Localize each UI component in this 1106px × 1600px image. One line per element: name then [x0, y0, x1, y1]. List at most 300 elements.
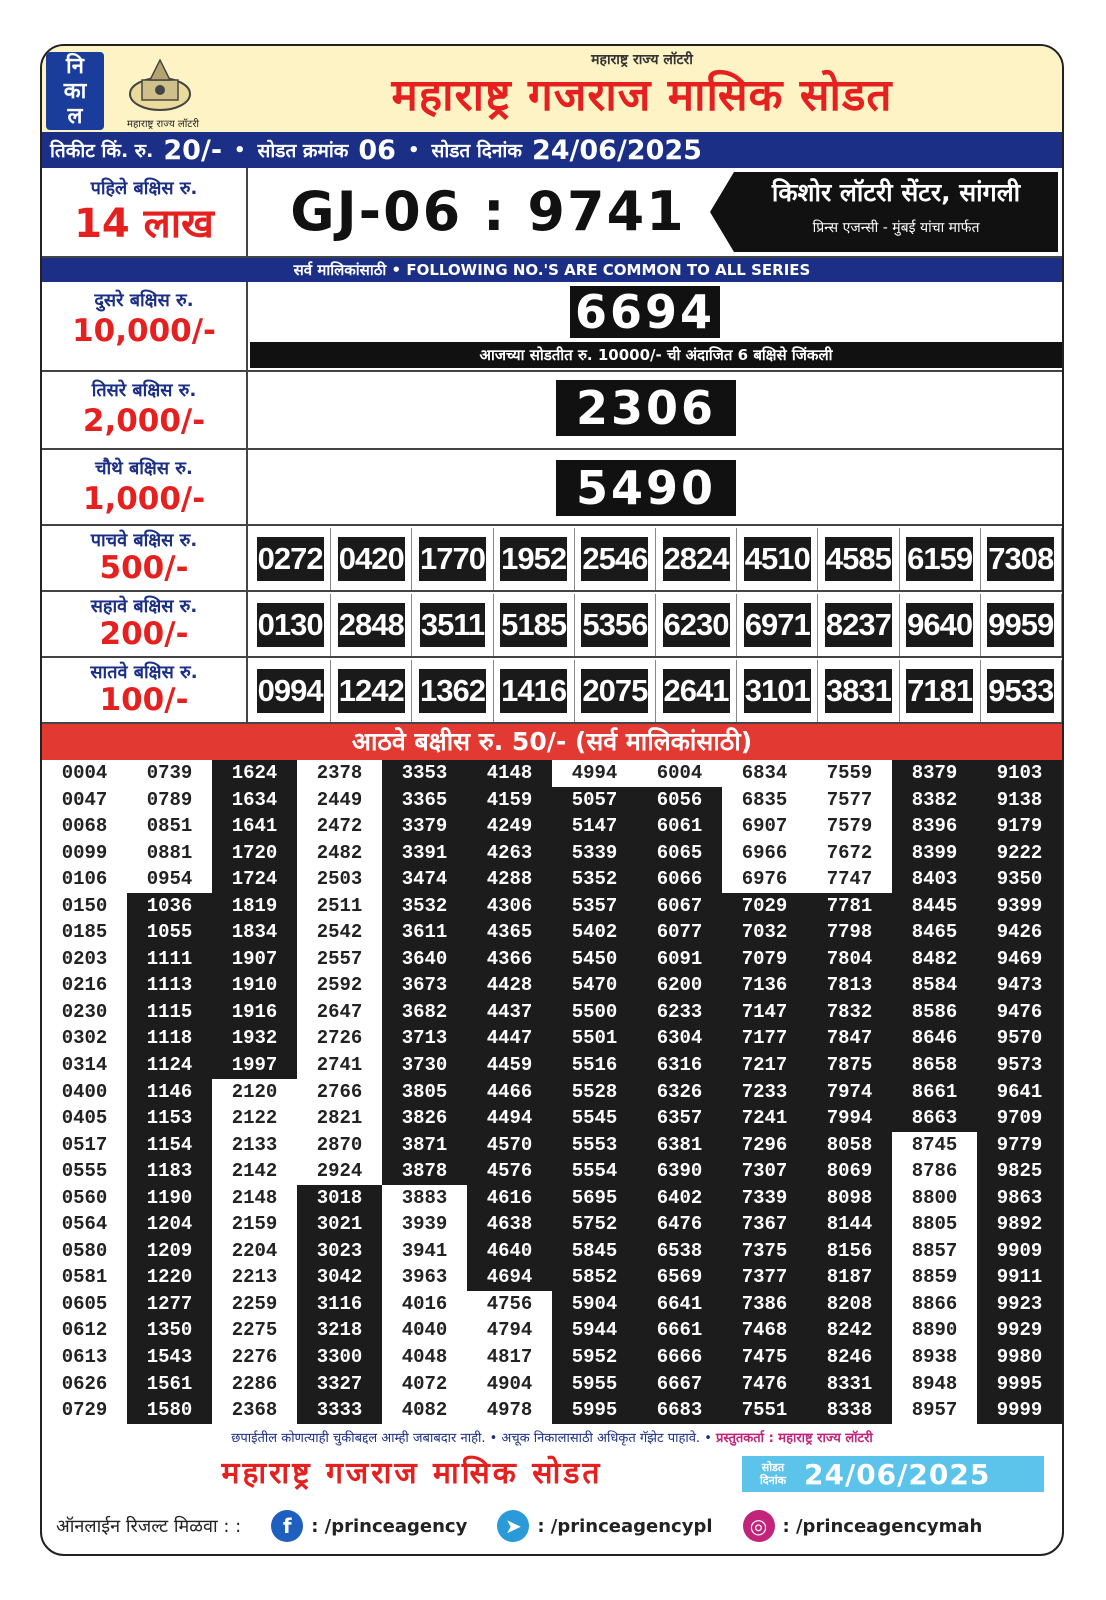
sixth-prize-label: सहावे बक्षिस रु. [90, 596, 198, 617]
prize-number-cell [656, 660, 737, 722]
prize-number: 4585 [825, 537, 892, 581]
seventh-prize-amount: 100/- [99, 682, 189, 718]
eighth-prize-grid [42, 760, 1062, 1424]
prize-number-cell [656, 528, 737, 590]
eighth-prize-number: 8957 [892, 1397, 977, 1424]
eighth-prize-number: 8890 [892, 1317, 977, 1344]
eighth-prize-number: 7147 [722, 999, 807, 1026]
eighth-prize-number: 6357 [637, 1105, 722, 1132]
eighth-prize-number: 4072 [382, 1371, 467, 1398]
common-series-bar: सर्व मालिकांसाठी • FOLLOWING NO.'S ARE COMMON TO ALL SERIES [42, 258, 1062, 282]
eighth-prize-column [127, 760, 212, 1424]
prize-number: 1242 [338, 669, 405, 713]
eighth-prize-number: 5845 [552, 1238, 637, 1265]
eighth-prize-number: 9473 [977, 972, 1062, 999]
nikal-badge [46, 52, 104, 130]
eighth-prize-number: 0216 [42, 972, 127, 999]
disclaimer-text: छपाईतील कोणत्याही चुकीबद्दल आम्ही जबाबदार नाही. • अचूक निकालासाठी अधिकृत गॅझेट पाहावे. • [231, 1431, 712, 1446]
eighth-prize-number: 5352 [552, 866, 637, 893]
eighth-prize-number: 0612 [42, 1317, 127, 1344]
first-prize-label: पहिले बक्षिस रु. [90, 178, 198, 199]
eighth-prize-number: 0626 [42, 1371, 127, 1398]
eighth-prize-number: 3939 [382, 1211, 467, 1238]
eighth-prize-number: 8403 [892, 866, 977, 893]
draw-date-label: सोडत दिनांक [431, 140, 522, 162]
eighth-prize-number: 6667 [637, 1371, 722, 1398]
eighth-prize-number: 8246 [807, 1344, 892, 1371]
second-prize-label: दुसरे बक्षिस रु. [94, 290, 194, 311]
eighth-prize-number: 4904 [467, 1371, 552, 1398]
eighth-prize-number: 7233 [722, 1079, 807, 1106]
eighth-prize-number: 5147 [552, 813, 637, 840]
eighth-prize-number: 8399 [892, 840, 977, 867]
header-title: महाराष्ट्र गजराज मासिक सोडत [391, 70, 893, 121]
eighth-prize-number: 1277 [127, 1291, 212, 1318]
eighth-prize-number: 4082 [382, 1397, 467, 1424]
eighth-prize-number: 2542 [297, 919, 382, 946]
telegram-link[interactable] [497, 1510, 712, 1542]
eighth-prize-number: 1724 [212, 866, 297, 893]
prize-number: 9533 [987, 669, 1054, 713]
third-prize-label: तिसरे बक्षिस रु. [91, 380, 197, 401]
eighth-prize-number: 8658 [892, 1052, 977, 1079]
eighth-prize-number: 1932 [212, 1025, 297, 1052]
eighth-prize-number: 5995 [552, 1397, 637, 1424]
prize-number: 9640 [906, 603, 973, 647]
eighth-prize-number: 1910 [212, 972, 297, 999]
eighth-prize-number: 1624 [212, 760, 297, 787]
agent-box-notch [710, 172, 734, 252]
first-prize-amount: 14 लाख [74, 201, 214, 247]
eighth-prize-number: 8857 [892, 1238, 977, 1265]
eighth-prize-number: 1036 [127, 893, 212, 920]
prize-number: 2546 [581, 537, 648, 581]
eighth-prize-number: 8745 [892, 1132, 977, 1159]
prize-number-cell [981, 528, 1062, 590]
eighth-prize-number: 0881 [127, 840, 212, 867]
eighth-prize-number: 0203 [42, 946, 127, 973]
agent-box [734, 172, 1058, 252]
eighth-prize-number: 2472 [297, 813, 382, 840]
eighth-prize-number: 8938 [892, 1344, 977, 1371]
eighth-prize-number: 6835 [722, 787, 807, 814]
eighth-prize-number: 7672 [807, 840, 892, 867]
sixth-prize-amount: 200/- [99, 616, 189, 652]
eighth-prize-number: 8482 [892, 946, 977, 973]
eighth-prize-number: 3218 [297, 1317, 382, 1344]
eighth-prize-number: 9426 [977, 919, 1062, 946]
second-prize-number: 6694 [570, 286, 720, 338]
facebook-link[interactable] [271, 1510, 467, 1542]
prize-number: 3831 [825, 669, 892, 713]
eighth-prize-number: 1997 [212, 1052, 297, 1079]
eighth-prize-number: 9138 [977, 787, 1062, 814]
eighth-prize-number: 2122 [212, 1105, 297, 1132]
fifth-prize-label-cell [42, 526, 248, 590]
prize-number-cell [575, 660, 656, 722]
eighth-prize-number: 8586 [892, 999, 977, 1026]
first-prize-row [42, 168, 1062, 258]
eighth-prize-number: 7781 [807, 893, 892, 920]
eighth-prize-number: 9573 [977, 1052, 1062, 1079]
eighth-prize-number: 7468 [722, 1317, 807, 1344]
seventh-prize-numbers [250, 660, 1062, 722]
eighth-prize-number: 6641 [637, 1291, 722, 1318]
third-prize-row [42, 372, 1062, 450]
eighth-prize-number: 2557 [297, 946, 382, 973]
eighth-prize-number: 2741 [297, 1052, 382, 1079]
eighth-prize-number: 0581 [42, 1264, 127, 1291]
eighth-prize-number: 8058 [807, 1132, 892, 1159]
eighth-prize-number: 4466 [467, 1079, 552, 1106]
sixth-prize-label-cell [42, 592, 248, 656]
lottery-result-sheet [40, 44, 1064, 1556]
eighth-prize-number: 0068 [42, 813, 127, 840]
second-prize-row [42, 282, 1062, 372]
eighth-prize-number: 4817 [467, 1344, 552, 1371]
prize-number-cell [900, 528, 981, 590]
eighth-prize-number: 0230 [42, 999, 127, 1026]
eighth-prize-number: 8331 [807, 1371, 892, 1398]
eighth-prize-column [637, 760, 722, 1424]
footer-date: 24/06/2025 [804, 1457, 991, 1491]
facebook-handle: : /princeagency [311, 1515, 468, 1537]
eighth-prize-number: 0729 [42, 1397, 127, 1424]
eighth-prize-number: 6077 [637, 919, 722, 946]
eighth-prize-number: 2286 [212, 1371, 297, 1398]
facebook-icon: f [271, 1510, 303, 1542]
prize-number: 9959 [987, 603, 1054, 647]
eighth-prize-number: 8661 [892, 1079, 977, 1106]
eighth-prize-number: 6538 [637, 1238, 722, 1265]
eighth-prize-number: 0314 [42, 1052, 127, 1079]
ticket-price-label: तिकीट किं. रु. [50, 140, 154, 162]
eighth-prize-column [722, 760, 807, 1424]
eighth-prize-number: 5955 [552, 1371, 637, 1398]
eighth-prize-number: 0564 [42, 1211, 127, 1238]
eighth-prize-number: 9999 [977, 1397, 1062, 1424]
eighth-prize-number: 9641 [977, 1079, 1062, 1106]
eighth-prize-number: 9350 [977, 866, 1062, 893]
prize-number: 8237 [825, 603, 892, 647]
eighth-prize-number: 9179 [977, 813, 1062, 840]
eighth-prize-number: 7747 [807, 866, 892, 893]
eighth-prize-number: 8584 [892, 972, 977, 999]
eighth-prize-number: 2120 [212, 1079, 297, 1106]
eighth-prize-number: 8069 [807, 1158, 892, 1185]
eighth-prize-number: 7339 [722, 1185, 807, 1212]
eighth-prize-number: 4756 [467, 1291, 552, 1318]
eighth-prize-number: 1834 [212, 919, 297, 946]
eighth-prize-number: 4616 [467, 1185, 552, 1212]
eighth-prize-number: 6966 [722, 840, 807, 867]
eighth-prize-number: 0106 [42, 866, 127, 893]
prize-number-cell [412, 594, 493, 656]
eighth-prize-number: 7241 [722, 1105, 807, 1132]
eighth-prize-number: 7875 [807, 1052, 892, 1079]
prize-number: 6159 [906, 537, 973, 581]
eighth-prize-number: 1118 [127, 1025, 212, 1052]
fourth-prize-label: चौथे बक्षिस रु. [95, 458, 193, 479]
eighth-prize-number: 5470 [552, 972, 637, 999]
eighth-prize-number: 9909 [977, 1238, 1062, 1265]
prize-number: 4510 [744, 537, 811, 581]
eighth-prize-number: 0400 [42, 1079, 127, 1106]
eighth-prize-number: 3353 [382, 760, 467, 787]
eighth-prize-number: 4978 [467, 1397, 552, 1424]
eighth-prize-number: 6056 [637, 787, 722, 814]
eighth-prize-number: 3116 [297, 1291, 382, 1318]
separator-dot: • [407, 139, 420, 161]
eighth-prize-number: 2368 [212, 1397, 297, 1424]
eighth-prize-number: 2142 [212, 1158, 297, 1185]
prize-number: 7181 [906, 669, 973, 713]
eighth-prize-number: 4994 [552, 760, 637, 787]
eighth-prize-number: 6907 [722, 813, 807, 840]
eighth-prize-number: 8156 [807, 1238, 892, 1265]
eighth-prize-number: 7994 [807, 1105, 892, 1132]
eighth-prize-number: 9103 [977, 760, 1062, 787]
eighth-prize-number: 0739 [127, 760, 212, 787]
eighth-prize-number: 1543 [127, 1344, 212, 1371]
eighth-prize-number: 9469 [977, 946, 1062, 973]
prize-number: 2848 [338, 603, 405, 647]
eighth-prize-number: 5904 [552, 1291, 637, 1318]
fifth-prize-amount: 500/- [99, 550, 189, 586]
eighth-prize-number: 7551 [722, 1397, 807, 1424]
eighth-prize-number: 7577 [807, 787, 892, 814]
eighth-prize-number: 4494 [467, 1105, 552, 1132]
social-links [42, 1494, 1062, 1556]
first-prize-number: GJ-06 : 9741 [290, 180, 686, 243]
lottery-emblem-icon [120, 54, 200, 116]
eighth-prize-number: 0047 [42, 787, 127, 814]
eighth-prize-number: 7375 [722, 1238, 807, 1265]
eighth-prize-column [892, 760, 977, 1424]
eighth-prize-number: 6233 [637, 999, 722, 1026]
prize-number-cell [250, 660, 331, 722]
second-prize-label-cell [42, 282, 248, 370]
eighth-prize-number: 1720 [212, 840, 297, 867]
eighth-prize-number: 6326 [637, 1079, 722, 1106]
eighth-prize-number: 3682 [382, 999, 467, 1026]
eighth-prize-number: 9222 [977, 840, 1062, 867]
eighth-prize-number: 3018 [297, 1185, 382, 1212]
eighth-prize-number: 6067 [637, 893, 722, 920]
agent-name: किशोर लॉटरी सेंटर, सांगली [771, 178, 1021, 207]
eighth-prize-number: 7579 [807, 813, 892, 840]
third-prize-label-cell [42, 372, 248, 448]
eighth-prize-number: 2592 [297, 972, 382, 999]
eighth-prize-number: 5501 [552, 1025, 637, 1052]
eighth-prize-number: 4365 [467, 919, 552, 946]
fifth-prize-row [42, 526, 1062, 592]
eighth-prize-number: 1111 [127, 946, 212, 973]
eighth-prize-number: 5339 [552, 840, 637, 867]
eighth-prize-number: 1055 [127, 919, 212, 946]
eighth-prize-number: 3878 [382, 1158, 467, 1185]
eighth-prize-number: 4040 [382, 1317, 467, 1344]
eighth-prize-column [212, 760, 297, 1424]
eighth-prize-number: 1204 [127, 1211, 212, 1238]
eighth-prize-number: 6683 [637, 1397, 722, 1424]
eighth-prize-number: 3730 [382, 1052, 467, 1079]
eighth-prize-number: 8098 [807, 1185, 892, 1212]
eighth-prize-number: 2511 [297, 893, 382, 920]
prize-number-cell [331, 594, 412, 656]
footer-date-label [742, 1461, 804, 1487]
eighth-prize-number: 4306 [467, 893, 552, 920]
eighth-prize-column [42, 760, 127, 1424]
eighth-prize-number: 4447 [467, 1025, 552, 1052]
fourth-prize-number: 5490 [556, 460, 736, 516]
second-prize-note: आजच्या सोडतीत रु. 10000/- ची अंदाजित 6 बक्षिसे जिंकली [250, 342, 1062, 368]
eighth-prize-column [297, 760, 382, 1424]
second-prize-amount: 10,000/- [72, 313, 216, 349]
eighth-prize-number: 2503 [297, 866, 382, 893]
eighth-prize-number: 3021 [297, 1211, 382, 1238]
eighth-prize-number: 0851 [127, 813, 212, 840]
prize-number: 3101 [744, 669, 811, 713]
eighth-prize-number: 2259 [212, 1291, 297, 1318]
prize-number-cell [900, 594, 981, 656]
eighth-prize-number: 7475 [722, 1344, 807, 1371]
sixth-prize-numbers [250, 594, 1062, 656]
eighth-prize-number: 3042 [297, 1264, 382, 1291]
eighth-prize-number: 8859 [892, 1264, 977, 1291]
eighth-prize-number: 0004 [42, 760, 127, 787]
presenter-text: प्रस्तुतकर्ता : महाराष्ट्र राज्य लॉटरी [716, 1431, 873, 1446]
eighth-prize-number: 6066 [637, 866, 722, 893]
prize-number-cell [575, 594, 656, 656]
eighth-prize-number: 0789 [127, 787, 212, 814]
eighth-prize-number: 9923 [977, 1291, 1062, 1318]
eighth-prize-number: 6834 [722, 760, 807, 787]
eighth-prize-number: 8396 [892, 813, 977, 840]
seventh-prize-row [42, 658, 1062, 724]
eighth-prize-number: 1819 [212, 893, 297, 920]
eighth-prize-number: 8800 [892, 1185, 977, 1212]
eighth-prize-number: 0613 [42, 1344, 127, 1371]
prize-number-cell [250, 528, 331, 590]
eighth-prize-number: 9709 [977, 1105, 1062, 1132]
header-subtitle: महाराष्ट्र राज्य लॉटरी [591, 52, 693, 68]
prize-number-cell [412, 660, 493, 722]
eighth-prize-number: 8948 [892, 1371, 977, 1398]
fourth-prize-amount: 1,000/- [82, 481, 206, 517]
eighth-prize-column [807, 760, 892, 1424]
emblem-caption: महाराष्ट्र राज्य लॉटरी [126, 119, 200, 130]
prize-number-cell [331, 528, 412, 590]
prize-number-cell [331, 660, 412, 722]
seventh-prize-label: सातवे बक्षिस रु. [90, 662, 198, 683]
eighth-prize-number: 9929 [977, 1317, 1062, 1344]
eighth-prize-number: 5516 [552, 1052, 637, 1079]
eighth-prize-number: 6004 [637, 760, 722, 787]
eighth-prize-number: 0099 [42, 840, 127, 867]
prize-number-cell [818, 528, 899, 590]
eighth-prize-number: 7847 [807, 1025, 892, 1052]
eighth-prize-number: 2275 [212, 1317, 297, 1344]
eighth-prize-number: 2726 [297, 1025, 382, 1052]
footer-title: महाराष्ट्र गजराज मासिक सोडत [221, 1456, 603, 1491]
eighth-prize-number: 4263 [467, 840, 552, 867]
eighth-prize-number: 7217 [722, 1052, 807, 1079]
eighth-prize-number: 1580 [127, 1397, 212, 1424]
footer-date-box [742, 1456, 1044, 1492]
eighth-prize-number: 1634 [212, 787, 297, 814]
eighth-prize-number: 0405 [42, 1105, 127, 1132]
eighth-prize-number: 5752 [552, 1211, 637, 1238]
prize-number: 0130 [257, 603, 324, 647]
eighth-prize-number: 7296 [722, 1132, 807, 1159]
eighth-prize-number: 6381 [637, 1132, 722, 1159]
eighth-prize-number: 7386 [722, 1291, 807, 1318]
eighth-prize-number: 7798 [807, 919, 892, 946]
eighth-prize-number: 8866 [892, 1291, 977, 1318]
eighth-prize-number: 2647 [297, 999, 382, 1026]
eighth-prize-number: 0580 [42, 1238, 127, 1265]
eighth-prize-number: 0302 [42, 1025, 127, 1052]
instagram-icon: ◎ [743, 1510, 775, 1542]
instagram-link[interactable] [743, 1510, 983, 1542]
eighth-prize-number: 4437 [467, 999, 552, 1026]
third-prize-number: 2306 [556, 380, 736, 436]
eighth-prize-number: 7029 [722, 893, 807, 920]
eighth-prize-number: 1115 [127, 999, 212, 1026]
agent-subtext: प्रिन्स एजन्सी - मुंबई यांचा मार्फत [812, 220, 980, 236]
eighth-prize-number: 2766 [297, 1079, 382, 1106]
prize-number-cell [737, 528, 818, 590]
prize-number: 1416 [500, 669, 567, 713]
eighth-prize-number: 6061 [637, 813, 722, 840]
nikal-char-2: का [63, 79, 87, 104]
eighth-prize-number: 8465 [892, 919, 977, 946]
draw-number: 06 [358, 134, 396, 166]
draw-info-bar [42, 132, 1062, 168]
eighth-prize-number: 9476 [977, 999, 1062, 1026]
eighth-prize-number: 7177 [722, 1025, 807, 1052]
third-prize-amount: 2,000/- [82, 403, 206, 439]
eighth-prize-number: 3532 [382, 893, 467, 920]
eighth-prize-number: 8379 [892, 760, 977, 787]
eighth-prize-number: 7136 [722, 972, 807, 999]
eighth-prize-number: 3300 [297, 1344, 382, 1371]
prize-number-cell [575, 528, 656, 590]
prize-number: 0994 [257, 669, 324, 713]
eighth-prize-number: 5554 [552, 1158, 637, 1185]
eighth-prize-number: 8805 [892, 1211, 977, 1238]
footer-banner [42, 1454, 1062, 1494]
eighth-prize-number: 7974 [807, 1079, 892, 1106]
eighth-prize-number: 1561 [127, 1371, 212, 1398]
eighth-prize-number: 2148 [212, 1185, 297, 1212]
prize-number: 6971 [744, 603, 811, 647]
eighth-prize-number: 8208 [807, 1291, 892, 1318]
eighth-prize-number: 5057 [552, 787, 637, 814]
eighth-prize-number: 8646 [892, 1025, 977, 1052]
prize-number: 5356 [581, 603, 648, 647]
prize-number-cell [737, 594, 818, 656]
fifth-prize-numbers [250, 528, 1062, 590]
eighth-prize-number: 8338 [807, 1397, 892, 1424]
eighth-prize-number: 3640 [382, 946, 467, 973]
prize-number-cell [981, 660, 1062, 722]
eighth-prize-number: 4570 [467, 1132, 552, 1159]
eighth-prize-number: 3883 [382, 1185, 467, 1212]
prize-number: 2824 [663, 537, 730, 581]
eighth-prize-number: 7804 [807, 946, 892, 973]
